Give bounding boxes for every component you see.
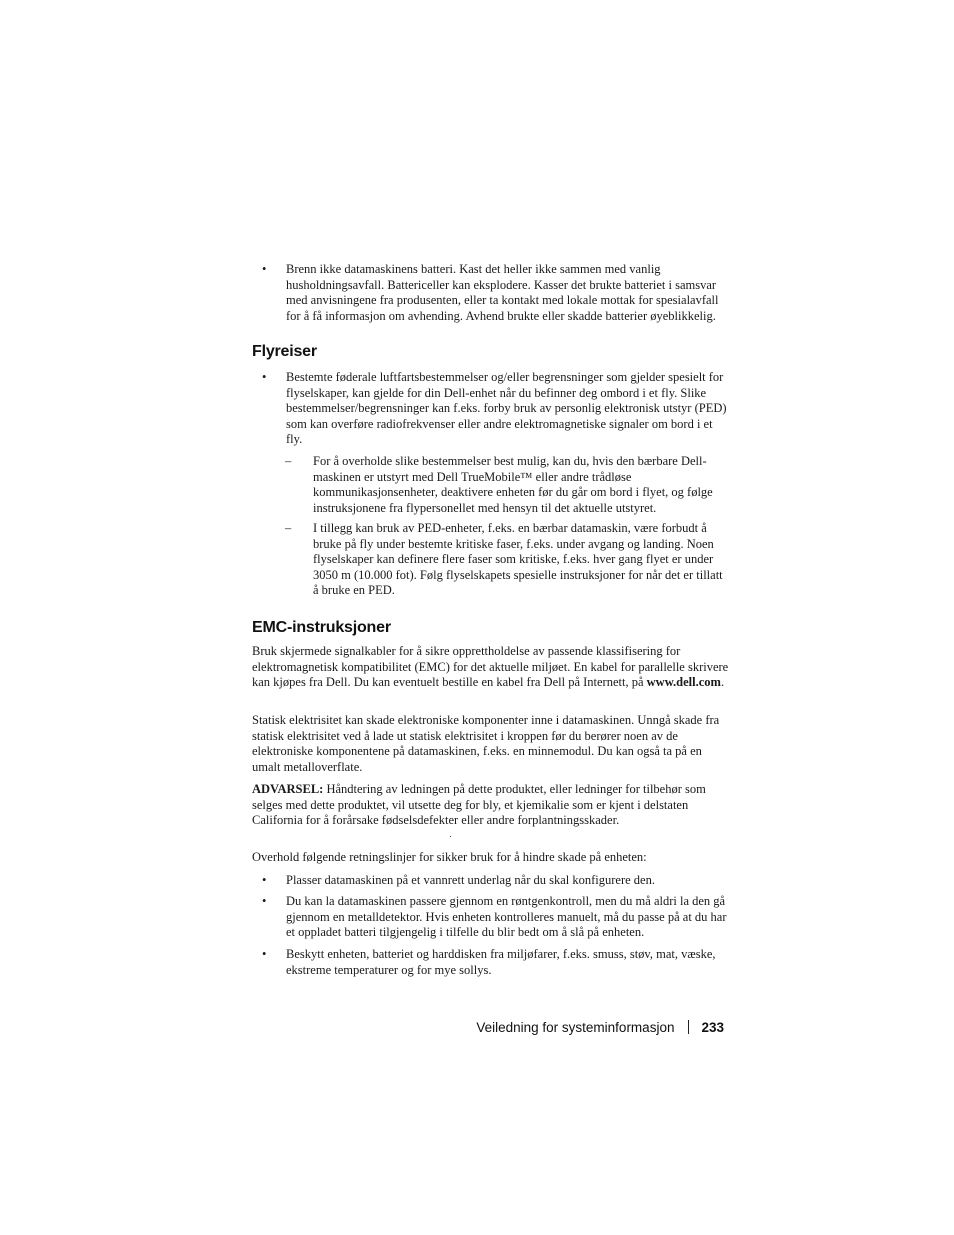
dash-list [252,521,730,599]
list-item [252,262,730,324]
page-footer [0,1019,724,1037]
bullet-text: Brenn ikke datamaskinens batteri. Kast det heller ikke sammen med vanlig husholdningsavfall. Battericeller kan eksplodere. Kasser det brukte batteriet i samsvar med anvisningene fra produsenten, eller ta kontakt med lokale mottak for spesialavfall for å få informasjon om avhending. Avhend brukte eller skadde batterier øyeblikkelig. [286,262,719,323]
list-item [252,873,730,889]
warning-wrap [252,782,730,829]
dash-item [252,454,730,516]
emc-paragraph-1 [252,644,730,691]
guidelines-list [252,873,730,889]
emc-paragraph-1-text: Bruk skjermede signalkabler for å sikre opprettholdelse av passende klassifisering for elektromagnetisk kompatibilitet (EMC) for det aktuelle miljøet. En kabel for parallelle skrivere kan kjøpes fra Dell. Du kan eventuelt bestille en kabel fra Dell på Internett, på [252,644,729,690]
footer-title: Veiledning for systeminformasjon [476,1020,675,1035]
period: . [720,675,725,690]
bullet-marker: • [262,894,267,908]
guidelines-intro-wrap [252,850,730,866]
dash-item [252,521,730,599]
bullet-text: Du kan la datamaskinen passere gjennom en røntgenkontroll, men du må aldri la den gå gjennom en metalldetektor. Hvis enheten kontrolleres manuelt, må du passe på at du har et oppladet batteri tilgjengelig i tilfelle du blir bedt om å slå på enheten. [286,894,727,940]
dash-marker: – [285,521,292,535]
bullet-text: Bestemte føderale luftfartsbestemmelser og/eller begrensninger som gjelder spesielt for flyselskaper, kan gjelde for din Dell-enhet når du befinner deg ombord i et fly. Slike bestemmelser/begrensninger kan f.eks. forby bruk av personlig elektronisk utstyr (PED) som kan overføre radiofrekvenser eller andre elektromagnetiske signaler om bord i et fly. [286,370,727,447]
warning-text: Håndtering av ledningen på dette produktet, eller ledninger for tilbehør som selges med dette produktet, vil utsette deg for bly, et kjemikalie som er kjent i delstaten California for å forårsake fødselsdefekter eller andre forplantningsskader. [252,782,706,828]
dash-marker: – [285,454,292,468]
guidelines-list [252,947,730,978]
emc-section [252,644,730,691]
list-item [252,894,730,941]
footer-separator [688,1020,689,1034]
guidelines-list [252,894,730,941]
bullet-text: Plasser datamaskinen på et vannrett underlag når du skal konfigurere den. [286,873,655,887]
dash-text: I tillegg kan bruk av PED-enheter, f.eks. en bærbar datamaskin, være forbudt å bruke på fly under bestemte kritiske faser, f.eks. under avgang og landing. Noen flyselskaper kan definere flere faser som kritiske, f.eks. hver gang flyet er under 3050 m (10.000 fot). Følg flyselskapets spesielle instruksjoner for når det er tillatt å bruke en PED. [313,521,723,598]
list-item [252,947,730,978]
bullet-marker: • [262,947,267,961]
warning-label: ADVARSEL: [252,782,324,796]
bullet-marker: • [262,262,267,276]
bullet-text: Beskytt enheten, batteriet og harddisken fra miljøfarer, f.eks. smuss, støv, mat, væske, ekstreme temperaturer og for mye sollys. [286,947,716,977]
bullet-marker: • [262,370,267,384]
bullet-marker: • [262,873,267,887]
list-item [252,370,730,448]
warning-paragraph [252,782,730,829]
flyreiser-section [252,370,730,448]
emc-paragraph-2: Statisk elektrisitet kan skade elektroniske komponenter inne i datamaskinen. Unngå skade fra statisk elektrisitet ved å lade ut statisk elektrisitet i kroppen før du berører noen av de elektroniske komponentene på datamaskinen, f.eks. en minnemodul. Du kan også ta på en umalt metalloverflate. [252,713,720,774]
page-number: 233 [701,1020,724,1035]
dash-list [252,454,730,516]
emc-paragraph-2-wrap [252,713,730,775]
guidelines-intro: Overhold følgende retningslinjer for sikker bruk for å hindre skade på enheten: [252,850,647,864]
battery-section [252,262,730,324]
section-heading-flyreiser: Flyreiser [252,343,317,360]
dash-text: For å overholde slike bestemmelser best mulig, kan du, hvis den bærbare Dell-maskinen er utstyrt med Dell TrueMobile™ eller andre trådløse kommunikasjonsenheter, deaktivere enheten før du går om bord i flyet, og følge instruksjonene fra flypersonellet med hensyn til det aktuelle utstyret. [313,454,713,515]
section-heading-emc: EMC-instruksjoner [252,619,391,636]
stray-dot [450,836,451,837]
dell-link[interactable]: www.dell.com [646,675,721,690]
